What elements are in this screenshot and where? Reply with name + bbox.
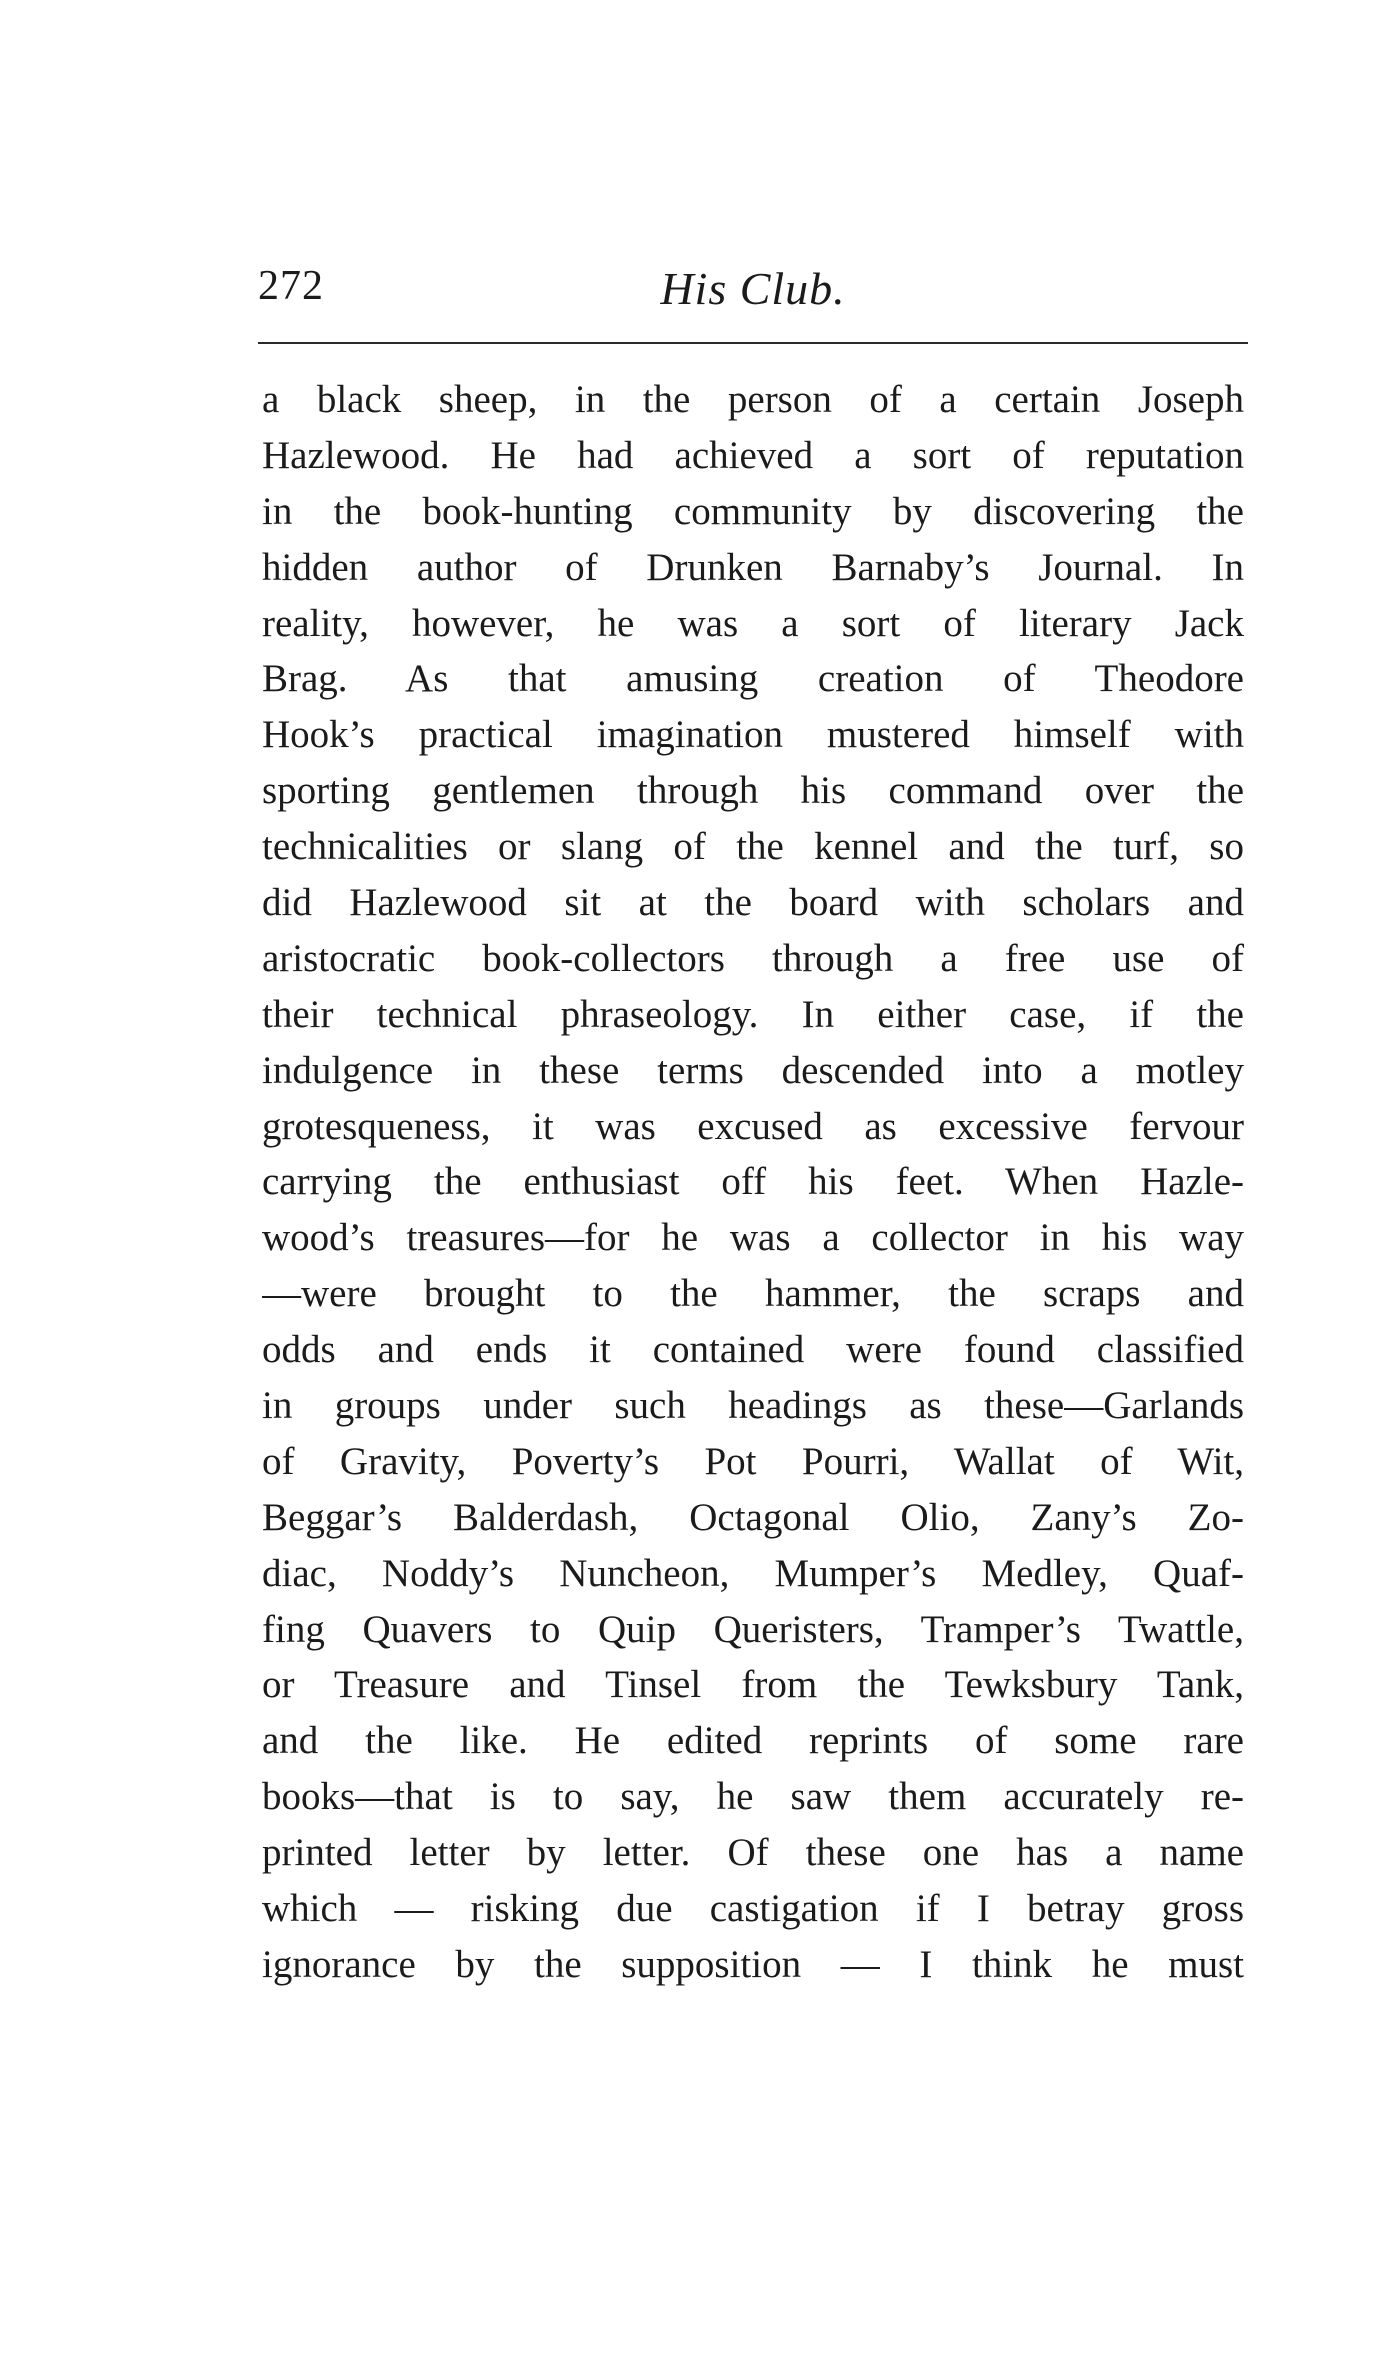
text-line: carrying the enthusiast off his feet. When Hazle-: [262, 1160, 1244, 1204]
header-rule: [258, 342, 1248, 344]
text-line: Brag. As that amusing creation of Theodore: [262, 657, 1244, 701]
text-line: grotesqueness, it was excused as excessive fervour: [262, 1104, 1244, 1148]
text-line: sporting gentlemen through his command over the: [262, 769, 1244, 813]
body-text: [262, 372, 1244, 1993]
text-line: reality, however, he was a sort of literary Jack: [262, 601, 1244, 645]
text-line: —were brought to the hammer, the scraps and: [262, 1272, 1244, 1316]
text-line: hidden author of Drunken Barnaby’s Journal. In: [262, 545, 1244, 589]
text-line: diac, Noddy’s Nuncheon, Mumper’s Medley, Quaf-: [262, 1551, 1244, 1595]
text-line: books—that is to say, he saw them accurately re-: [262, 1775, 1244, 1819]
text-line: aristocratic book-collectors through a free use of: [262, 936, 1244, 980]
text-line: a black sheep, in the person of a certain Joseph: [262, 378, 1244, 421]
text-line: or Treasure and Tinsel from the Tewksbury Tank,: [262, 1663, 1244, 1707]
text-line: did Hazlewood sit at the board with scholars and: [262, 881, 1244, 925]
text-line: printed letter by letter. Of these one has a name: [262, 1831, 1244, 1875]
text-line: technicalities or slang of the kennel and the turf, so: [262, 825, 1244, 869]
text-line: of Gravity, Poverty’s Pot Pourri, Wallat of Wit,: [262, 1439, 1244, 1483]
running-head: [258, 262, 1248, 322]
text-line: and the like. He edited reprints of some rare: [262, 1719, 1244, 1763]
text-line: in the book-hunting community by discovering the: [262, 489, 1244, 533]
text-line: odds and ends it contained were found classified: [262, 1328, 1244, 1372]
text-line: in groups under such headings as these—Garlands: [262, 1384, 1244, 1428]
text-line: indulgence in these terms descended into a motley: [262, 1048, 1244, 1092]
text-line: Beggar’s Balderdash, Octagonal Olio, Zany’s Zo-: [262, 1495, 1244, 1539]
text-line: fing Quavers to Quip Queristers, Tramper’s Twattle,: [262, 1607, 1244, 1651]
text-line: wood’s treasures—for he was a collector in his way: [262, 1216, 1244, 1260]
text-line: which — risking due castigation if I betray gross: [262, 1887, 1244, 1931]
page-number: 272: [258, 263, 324, 309]
text-line: Hook’s practical imagination mustered himself with: [262, 713, 1244, 757]
text-line: their technical phraseology. In either case, if the: [262, 992, 1244, 1036]
running-title: His Club.: [660, 263, 846, 314]
text-line: Hazlewood. He had achieved a sort of reputation: [262, 433, 1244, 477]
text-line: ignorance by the supposition — I think he must: [262, 1942, 1244, 1986]
